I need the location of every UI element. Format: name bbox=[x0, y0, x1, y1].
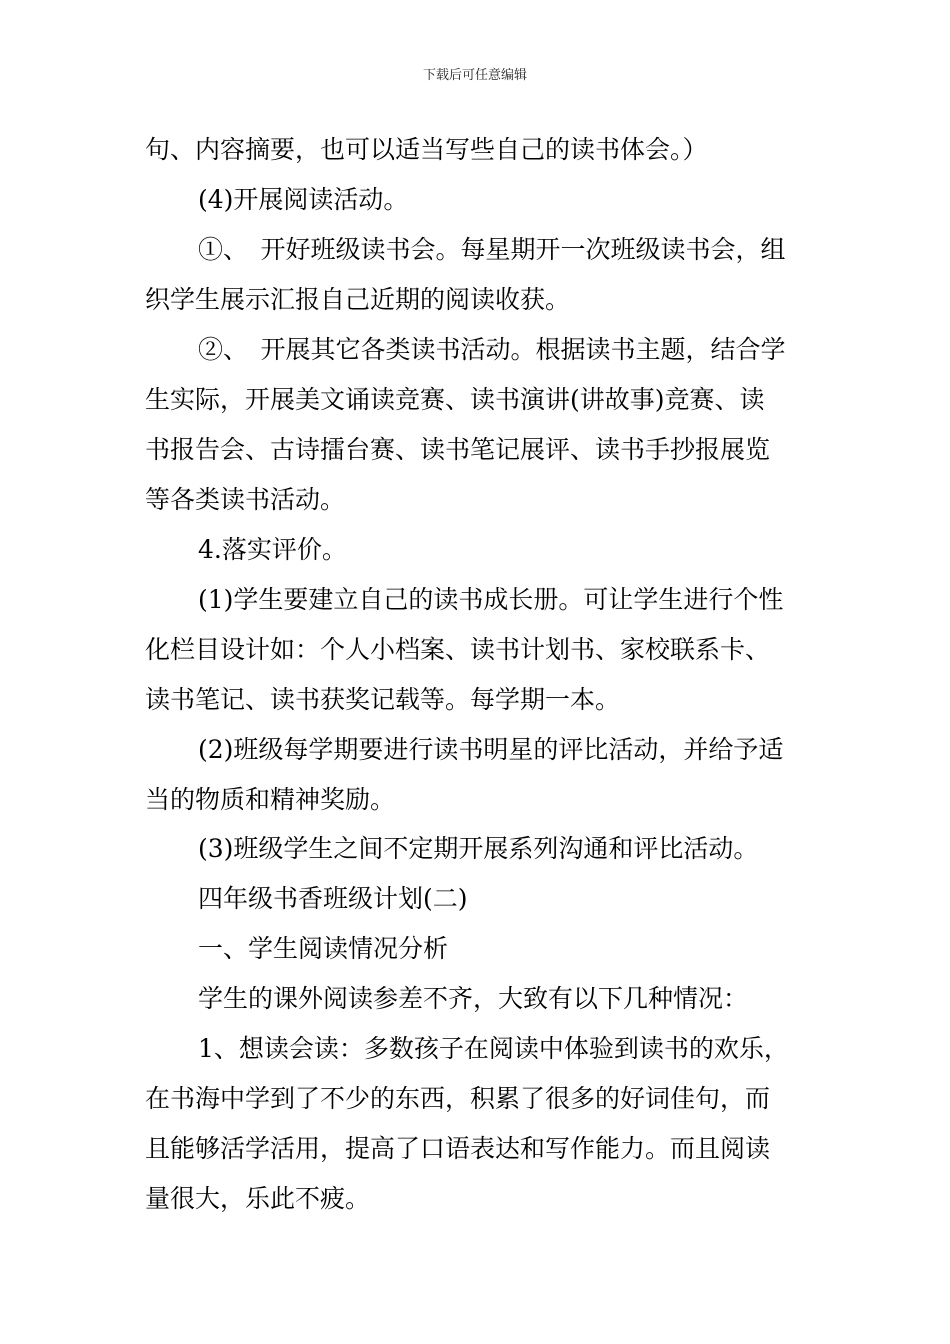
text-line: (2)班级每学期要进行读书明星的评比活动，并给予适 bbox=[198, 735, 784, 764]
text-line: 1、想读会读：多数孩子在阅读中体验到读书的欢乐， bbox=[198, 1034, 789, 1063]
text-line: 且能够活学活用，提高了口语表达和写作能力。而且阅读 bbox=[145, 1134, 771, 1163]
text-line: (1)学生要建立自己的读书成长册。可让学生进行个性 bbox=[198, 585, 784, 614]
text-line: 生实际，开展美文诵读竞赛、读书演讲(讲故事)竞赛、读 bbox=[145, 385, 765, 414]
text-line: 读书笔记、读书获奖记载等。每学期一本。 bbox=[145, 685, 621, 714]
text-line: 等各类读书活动。 bbox=[145, 485, 346, 514]
text-line: 4.落实评价。 bbox=[198, 535, 347, 564]
text-line: (3)班级学生之间不定期开展系列沟通和评比活动。 bbox=[198, 834, 759, 863]
text-line: 书报告会、古诗擂台赛、读书笔记展评、读书手抄报展览 bbox=[145, 435, 771, 464]
text-line: 当的物质和精神奖励。 bbox=[145, 785, 396, 814]
text-line: ①、 开好班级读书会。每星期开一次班级读书会，组 bbox=[198, 235, 786, 264]
text-line: ②、 开展其它各类读书活动。根据读书主题，结合学 bbox=[198, 335, 786, 364]
text-line: 四年级书香班级计划(二) bbox=[198, 884, 468, 913]
text-line: 织学生展示汇报自己近期的阅读收获。 bbox=[145, 285, 571, 314]
page-header-note: 下载后可任意编辑 bbox=[422, 68, 527, 83]
text-line: 化栏目设计如：个人小档案、读书计划书、家校联系卡、 bbox=[145, 635, 771, 664]
text-line: 句、内容摘要，也可以适当写些自己的读书体会。） bbox=[145, 135, 708, 164]
text-line: (4)开展阅读活动。 bbox=[198, 185, 409, 214]
text-line: 在书海中学到了不少的东西，积累了很多的好词佳句，而 bbox=[145, 1084, 771, 1113]
text-line: 量很大，乐此不疲。 bbox=[145, 1184, 371, 1213]
text-line: 一、学生阅读情况分析 bbox=[198, 934, 449, 963]
text-line: 学生的课外阅读参差不齐，大致有以下几种情况： bbox=[198, 984, 749, 1013]
